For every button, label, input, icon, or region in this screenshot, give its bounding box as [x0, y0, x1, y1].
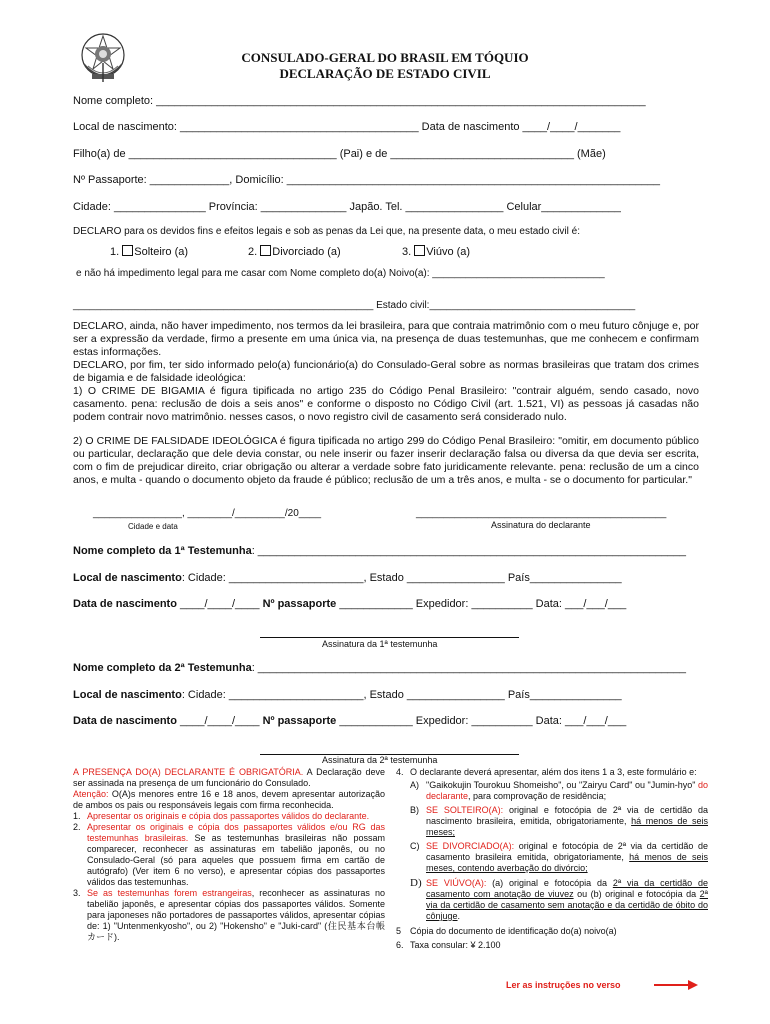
- note-item-d: D) SE VIÚVO(A): (a) original e fotocópia da 2ª via da certidão de casamento com anotação de viuvez ou (b) original e fotocópia da 2ª via da certidão de casamento sem anotação e da certidão de óbito do cônjuge.: [410, 877, 708, 921]
- witness1-signature-label: Assinatura da 1ª testemunha: [322, 639, 438, 649]
- field-local-nascimento[interactable]: Local de nascimento: _______________________________________ Data de nascimento ____/____/_______: [73, 121, 621, 133]
- note-item-4: 4. O declarante deverá apresentar, além dos itens 1 a 3, este formulário e:: [396, 767, 697, 777]
- witness2-nome[interactable]: Nome completo da 2ª Testemunha: ______________________________________________________________________: [73, 662, 687, 674]
- note-item-c: C) SE DIVORCIADO(A): original e fotocópia de 2ª via da certidão de casamento brasileira emitida, obrigatoriamente, há menos de seis meses, contendo averbação do divórcio;: [410, 841, 708, 873]
- consulate-title: CONSULADO-GERAL DO BRASIL EM TÓQUIO: [241, 50, 529, 65]
- witness1-nome[interactable]: Nome completo da 1ª Testemunha: ______________________________________________________________________: [73, 545, 687, 557]
- field-cidade-provincia[interactable]: Cidade: _______________ Província: ______________ Japão. Tel. ________________ Celular_____________: [73, 201, 621, 213]
- city-date-label: Cidade e data: [128, 522, 178, 531]
- field-filiacao[interactable]: Filho(a) de __________________________________ (Pai) e de ______________________________ (Mãe): [73, 148, 606, 160]
- field-estado-civil-noivo[interactable]: ______________________________________________________ Estado civil:_____________________________________: [73, 300, 636, 311]
- notes-right-column: [396, 767, 708, 951]
- note-item-b: B) SE SOLTEIRO(A): original e fotocópia de 2ª via de certidão da nascimento brasileira, emitida, obrigatoriamente, há menos de seis meses;: [410, 805, 709, 837]
- divorciado-checkbox[interactable]: [260, 245, 271, 256]
- field-nome-completo[interactable]: Nome completo: ________________________________________________________________________________: [73, 95, 646, 107]
- declarant-signature-label: Assinatura do declarante: [491, 520, 591, 530]
- declaration-paragraph-1: DECLARO, ainda, não haver impedimento, nos termos da lei brasileira, para que contraia matrimônio com o meu futuro cônjuge e, por ser a expressão da verdade, firmo a presente em uma única via, na presença de duas testemunhas, que me conhecem e confirmam estas informações.: [73, 320, 699, 358]
- witness2-data-passaporte[interactable]: Data de nascimento ____/____/____ Nº passaporte ____________ Expedidor: __________ Data: ___/___/___: [73, 715, 627, 727]
- declaration-paragraph-4: 2) O CRIME DE FALSIDADE IDEOLÓGICA é figura tipificada no artigo 299 do Código Penal Brasileiro: "omitir, em documento público ou particular, declaração que dele devia constar, ou nele inserir ou fazer inserir declaração falsa ou diversa da que devia ser escrita, com o fim de prejudicar direito, criar obrigação ou alterar a verdade sobre fato juridicamente relevante. pena: reclusão de um a cinco anos, e multa - quando o documento objeto da fraude é público; reclusão de um a três anos, e multa - se o documento for particular.": [73, 435, 699, 486]
- note-item-a: A) "Gaikokujin Tourokuu Shomeisho", ou "Zairyu Card" ou "Jumin-hyo" do declarante, para comprovação de residência;: [410, 780, 708, 801]
- declarant-signature-line[interactable]: _____________________________________________: [416, 508, 667, 519]
- option-solteiro[interactable]: 1. Solteiro (a): [110, 246, 189, 258]
- declaration-paragraph-3: 1) O CRIME DE BIGAMIA é figura tipificada no artigo 235 do Código Penal Brasileiro: "contrair alguém, sendo casado, novo casamento. pena: reclusão de dois a seis anos" e conforme o disposto no Código Civil (art. 1.521, VI) as pessoas já casadas não podem contrair novo matrimônio. nesses casos, o novo registro civil de casamento será considerado nulo.: [73, 385, 699, 423]
- solteiro-checkbox[interactable]: [122, 245, 133, 256]
- declaration-paragraph-2: DECLARO, por fim, ter sido informado pelo(a) funcionário(a) do Consulado-Geral sobre as normas brasileiras que tratam dos crimes de bigamia e de falsidade ideológica:: [73, 359, 699, 384]
- arrow-right-icon: [654, 978, 698, 996]
- note-item-5: 5 Cópia do documento de identificação do(a) noivo(a): [396, 926, 617, 936]
- field-noivo[interactable]: e não há impedimento legal para me casar com Nome completo do(a) Noivo(a): _______________________________: [76, 268, 605, 279]
- verso-instructions-link[interactable]: Ler as instruções no verso: [506, 980, 621, 990]
- declaro-estado-civil: DECLARO para os devidos fins e efeitos legais e sob as penas da Lei que, na presente data, o meu estado civil é:: [73, 226, 580, 237]
- witness1-data-passaporte[interactable]: Data de nascimento ____/____/____ Nº passaporte ____________ Expedidor: __________ Data: ___/___/___: [73, 598, 627, 610]
- note-item-6: 6. Taxa consular: ¥ 2.100: [396, 940, 501, 950]
- note-item-2: 2. Apresentar os originais e cópia dos passaportes válidos e/ou RG das testemunhas brasileiras. Se as testemunhas brasileiras não possam comparecer, reconhecer as assinaturas em tabelião japonês, ou no Consulado-Geral (só para aqueles que possuem firma em cartão de autógrafo) (Ver item 6 no verso), e apresentar cópias dos passaportes válidos das testemunhas.: [73, 822, 386, 887]
- document-title: DECLARAÇÃO DE ESTADO CIVIL: [279, 66, 491, 81]
- witness2-local[interactable]: Local de nascimento: Cidade: ______________________, Estado ________________ País_______________: [73, 689, 622, 701]
- option-viuvo[interactable]: 3. Viúvo (a): [402, 246, 471, 258]
- witness1-local[interactable]: Local de nascimento: Cidade: ______________________, Estado ________________ País_______________: [73, 572, 622, 584]
- note-item-1: 1. Apresentar os originais e cópia dos passaportes válidos do declarante.: [73, 811, 370, 821]
- viuvo-checkbox[interactable]: [414, 245, 425, 256]
- witness1-signature-line[interactable]: [260, 637, 519, 638]
- witness2-signature-label: Assinatura da 2ª testemunha: [322, 755, 438, 765]
- notes-left-column: A PRESENÇA DO(A) DECLARANTE É OBRIGATÓRIA. A Declaração deve ser assinada na presença de um funcionário do Consulado. Atenção: O(A)s menores entre 16 e 18 anos, devem apresentar autorização de ambos os pais ou responsáveis legais com firma reconhecida. 1. Apresentar os originais e cópia dos passaportes válidos do declarante. 2. Apresentar os originais e cópia dos passaportes válidos e/ou RG das testemunhas brasileiras. Se as testemunhas brasileiras não possam comparecer, reconhecer as assinaturas em tabelião japonês, ou no Consulado-Geral (só para aqueles que possuem firma em cartão de autógrafo) (Ver item 6 no verso), e apresentar cópias dos passaportes válidos das testemunhas. 3. Se as testemunhas forem estrangeiras, reconhecer as assinaturas no tabelião japonês, e apresentar cópias dos passaportes válidos. Somente para japoneses não portadores de passaportes válidos, apresentar cópias de: 1) "Untenmenkyosho", ou 2) "Hokensho" e "Juki-card" (住民基本台帳カード).: [73, 767, 386, 942]
- option-divorciado[interactable]: 2. Divorciado (a): [248, 246, 341, 258]
- field-passaporte-domicilio[interactable]: Nº Passaporte: _____________, Domicílio: _____________________________________________________________: [73, 174, 660, 186]
- city-date-field[interactable]: ________________, ________/_________/20____: [93, 508, 322, 519]
- note-item-3: 3. Se as testemunhas forem estrangeiras, reconhecer as assinaturas no tabelião japonês, e apresentar cópias dos passaportes válidos. Somente para japoneses não portadores de passaportes válidos, apresentar cópias de: 1) "Untenmenkyosho", ou 2) "Hokensho" e "Juki-card" (住民基本台帳カード).: [73, 888, 385, 942]
